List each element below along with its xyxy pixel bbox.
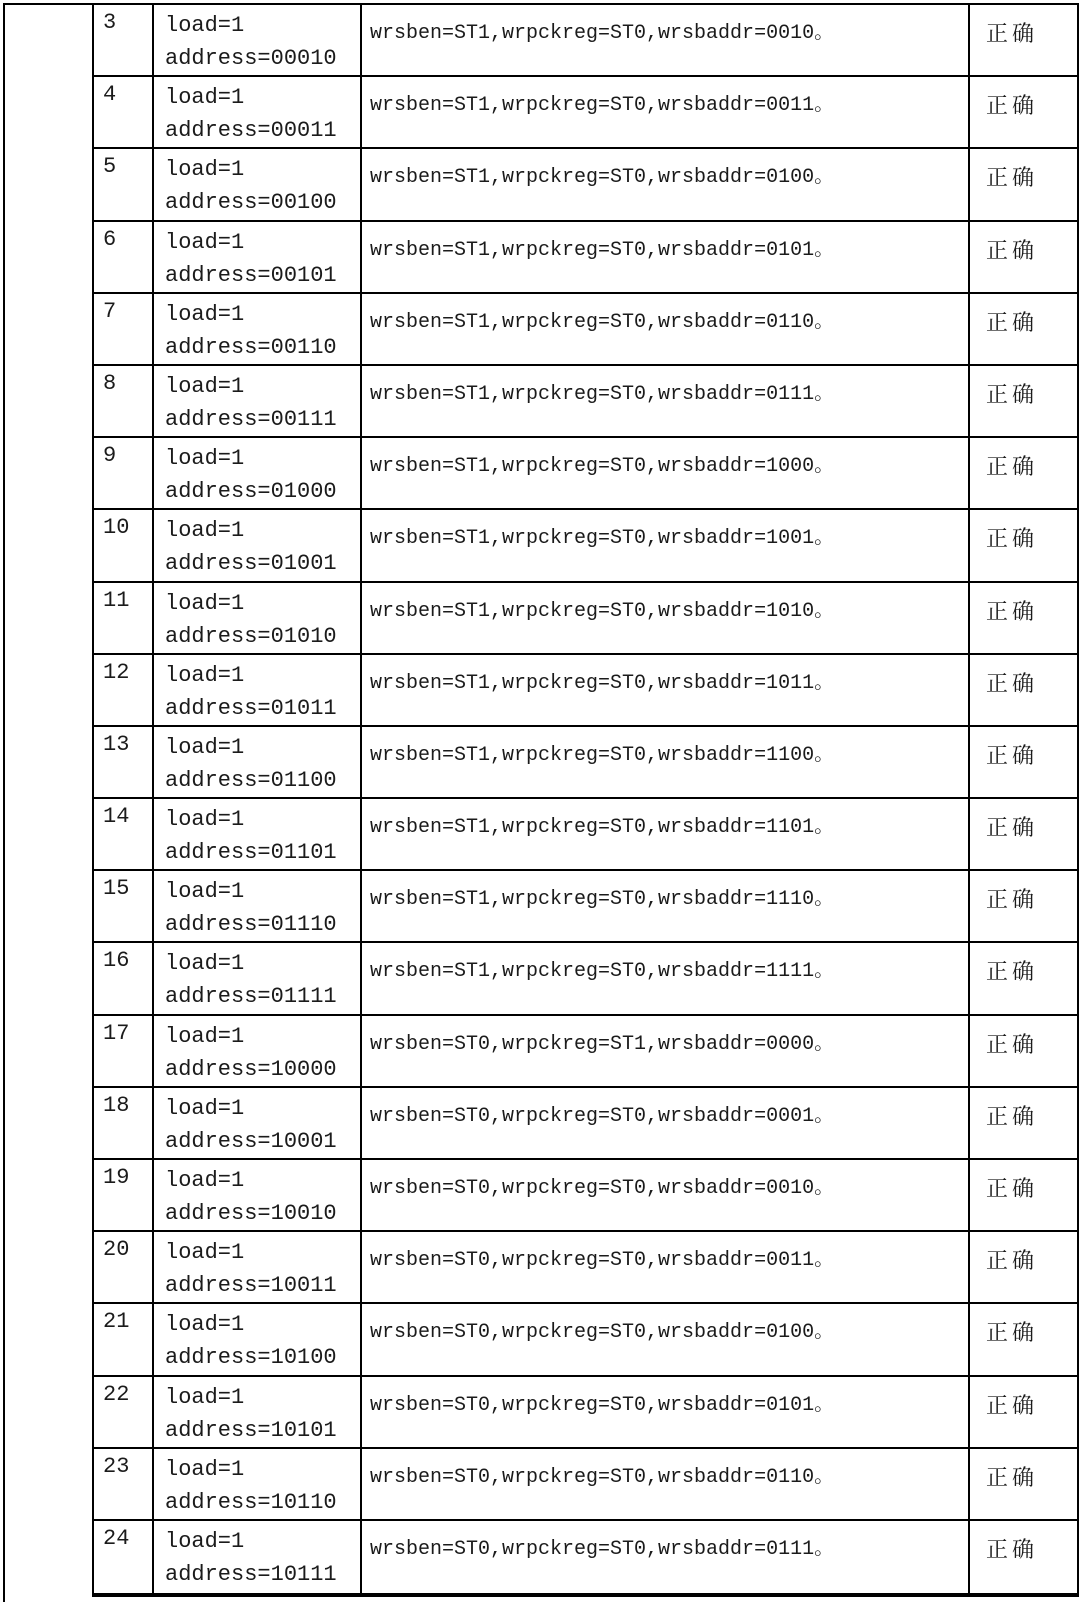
expected-output: wrsben=ST0,wrpckreg=ST0,wrsbaddr=0011。 <box>370 1249 835 1273</box>
result-cell <box>970 77 1077 147</box>
row-number-cell <box>94 727 154 797</box>
expected-output: wrsben=ST1,wrpckreg=ST0,wrsbaddr=1110。 <box>370 888 835 912</box>
stimulus-address: address=10001 <box>165 1128 337 1154</box>
table-row <box>94 438 1077 510</box>
result-cell <box>970 1160 1077 1230</box>
row-number-cell <box>94 510 154 580</box>
table-row <box>94 1377 1077 1449</box>
expected-output: wrsben=ST1,wrpckreg=ST0,wrsbaddr=1100。 <box>370 743 835 767</box>
row-number: 23 <box>103 1453 130 1479</box>
result-cell <box>970 799 1077 869</box>
stimulus-address: address=01101 <box>165 840 337 866</box>
test-results-table <box>92 3 1079 1597</box>
row-number-cell <box>94 149 154 219</box>
stimulus-load: load=1 <box>165 879 245 905</box>
row-number: 13 <box>103 731 130 757</box>
stimulus-load: load=1 <box>165 301 245 327</box>
expected-output-cell <box>362 1232 970 1302</box>
stimulus-cell <box>154 366 362 436</box>
stimulus-cell <box>154 1377 362 1447</box>
table-row <box>94 799 1077 871</box>
stimulus-load: load=1 <box>165 1528 245 1554</box>
table-row <box>94 1232 1077 1304</box>
result-text: 正确 <box>986 23 1039 48</box>
result-text: 正确 <box>986 1250 1039 1276</box>
expected-output: wrsben=ST1,wrpckreg=ST0,wrsbaddr=0110。 <box>370 310 835 334</box>
expected-output: wrsben=ST0,wrpckreg=ST0,wrsbaddr=0010。 <box>370 1177 835 1200</box>
result-cell <box>970 5 1077 75</box>
table-row <box>94 77 1077 149</box>
stimulus-address: address=00100 <box>165 190 337 216</box>
stimulus-load: load=1 <box>165 13 245 38</box>
stimulus-address: address=10101 <box>165 1417 337 1443</box>
stimulus-load: load=1 <box>165 446 245 472</box>
expected-output: wrsben=ST0,wrpckreg=ST0,wrsbaddr=0001。 <box>370 1104 835 1128</box>
row-number: 3 <box>103 10 117 35</box>
table-row <box>94 366 1077 438</box>
result-text: 正确 <box>986 528 1039 554</box>
row-number: 22 <box>103 1381 130 1407</box>
stimulus-cell <box>154 1016 362 1086</box>
row-number: 15 <box>103 876 130 902</box>
stimulus-cell <box>154 1449 362 1519</box>
row-number: 7 <box>103 298 117 324</box>
row-number-cell <box>94 1016 154 1086</box>
stimulus-address: address=00011 <box>165 118 337 144</box>
stimulus-load: load=1 <box>165 1312 245 1338</box>
row-number-cell <box>94 799 154 869</box>
stimulus-load: load=1 <box>165 734 245 760</box>
stimulus-load: load=1 <box>165 951 245 977</box>
result-cell <box>970 655 1077 725</box>
stimulus-address: address=00010 <box>165 46 337 71</box>
table-row <box>94 1016 1077 1088</box>
stimulus-load: load=1 <box>165 85 245 111</box>
expected-output-cell <box>362 871 970 941</box>
expected-output: wrsben=ST0,wrpckreg=ST0,wrsbaddr=0110。 <box>370 1465 835 1489</box>
result-cell <box>970 1088 1077 1158</box>
table-row <box>94 294 1077 366</box>
result-cell <box>970 871 1077 941</box>
stimulus-cell <box>154 149 362 219</box>
stimulus-address: address=01100 <box>165 767 337 793</box>
result-text: 正确 <box>986 817 1039 843</box>
stimulus-cell <box>154 583 362 653</box>
row-number-cell <box>94 222 154 292</box>
stimulus-cell <box>154 727 362 797</box>
result-text: 正确 <box>986 672 1039 698</box>
result-text: 正确 <box>986 744 1039 770</box>
table-row <box>94 149 1077 221</box>
result-text: 正确 <box>986 1394 1039 1420</box>
expected-output-cell <box>362 77 970 147</box>
expected-output: wrsben=ST1,wrpckreg=ST0,wrsbaddr=0011。 <box>370 94 835 118</box>
row-number: 17 <box>103 1020 130 1046</box>
expected-output-cell <box>362 1304 970 1374</box>
row-number-cell <box>94 1304 154 1374</box>
stimulus-address: address=00101 <box>165 262 337 288</box>
expected-output: wrsben=ST1,wrpckreg=ST0,wrsbaddr=1111。 <box>370 960 835 984</box>
row-number-cell <box>94 366 154 436</box>
expected-output-cell <box>362 222 970 292</box>
expected-output-cell <box>362 438 970 508</box>
row-number: 21 <box>103 1309 130 1335</box>
result-text: 正确 <box>986 456 1039 482</box>
expected-output-cell <box>362 366 970 436</box>
stimulus-cell <box>154 294 362 364</box>
stimulus-address: address=10011 <box>165 1273 337 1299</box>
stimulus-load: load=1 <box>165 1095 245 1121</box>
table-row <box>94 727 1077 799</box>
expected-output: wrsben=ST1,wrpckreg=ST0,wrsbaddr=1010。 <box>370 599 835 623</box>
result-cell <box>970 510 1077 580</box>
row-number-cell <box>94 655 154 725</box>
stimulus-address: address=10000 <box>165 1056 337 1082</box>
stimulus-cell <box>154 5 362 75</box>
table-row <box>94 655 1077 727</box>
table-row <box>94 5 1077 77</box>
stimulus-address: address=10100 <box>165 1345 337 1371</box>
result-cell <box>970 1521 1077 1593</box>
row-number: 9 <box>103 443 117 469</box>
expected-output-cell <box>362 799 970 869</box>
stimulus-address: address=01000 <box>165 479 337 505</box>
expected-output-cell <box>362 655 970 725</box>
stimulus-load: load=1 <box>165 157 245 183</box>
result-text: 正确 <box>986 1322 1039 1348</box>
row-number-cell <box>94 1232 154 1302</box>
result-text: 正确 <box>986 1466 1039 1492</box>
stimulus-load: load=1 <box>165 662 245 688</box>
stimulus-load: load=1 <box>165 1384 245 1410</box>
stimulus-address: address=00111 <box>165 406 337 432</box>
stimulus-address: address=10010 <box>165 1201 337 1226</box>
table-row <box>94 1449 1077 1521</box>
expected-output: wrsben=ST1,wrpckreg=ST0,wrsbaddr=1101。 <box>370 816 835 840</box>
expected-output-cell <box>362 1160 970 1230</box>
stimulus-load: load=1 <box>165 1023 245 1049</box>
expected-output: wrsben=ST1,wrpckreg=ST0,wrsbaddr=0101。 <box>370 238 835 262</box>
stimulus-load: load=1 <box>165 1456 245 1482</box>
table-row <box>94 871 1077 943</box>
result-cell <box>970 149 1077 219</box>
result-text: 正确 <box>986 1033 1039 1059</box>
row-number: 8 <box>103 370 117 396</box>
expected-output-cell <box>362 294 970 364</box>
stimulus-cell <box>154 438 362 508</box>
expected-output-cell <box>362 149 970 219</box>
stimulus-load: load=1 <box>165 1168 245 1193</box>
result-cell <box>970 294 1077 364</box>
stimulus-cell <box>154 799 362 869</box>
table-row <box>94 1160 1077 1232</box>
row-number: 6 <box>103 226 117 252</box>
expected-output: wrsben=ST0,wrpckreg=ST0,wrsbaddr=0101。 <box>370 1393 835 1417</box>
expected-output-cell <box>362 1088 970 1158</box>
result-text: 正确 <box>986 167 1039 193</box>
stimulus-address: address=01110 <box>165 912 337 938</box>
row-number-cell <box>94 1449 154 1519</box>
stimulus-address: address=01111 <box>165 984 337 1010</box>
result-text: 正确 <box>986 1178 1039 1203</box>
stimulus-cell <box>154 222 362 292</box>
result-cell <box>970 222 1077 292</box>
row-number-cell <box>94 583 154 653</box>
expected-output-cell <box>362 943 970 1013</box>
result-text: 正确 <box>986 1538 1039 1564</box>
row-number: 16 <box>103 948 130 974</box>
expected-output-cell <box>362 583 970 653</box>
result-cell <box>970 943 1077 1013</box>
expected-output: wrsben=ST1,wrpckreg=ST0,wrsbaddr=0100。 <box>370 166 835 190</box>
row-number-cell <box>94 438 154 508</box>
expected-output: wrsben=ST0,wrpckreg=ST0,wrsbaddr=0111。 <box>370 1537 835 1561</box>
stimulus-load: load=1 <box>165 590 245 616</box>
row-number-cell <box>94 1160 154 1230</box>
expected-output: wrsben=ST1,wrpckreg=ST0,wrsbaddr=1011。 <box>370 671 835 695</box>
stimulus-load: load=1 <box>165 229 245 255</box>
expected-output-cell <box>362 1521 970 1593</box>
result-cell <box>970 1232 1077 1302</box>
result-text: 正确 <box>986 1105 1039 1131</box>
expected-output: wrsben=ST1,wrpckreg=ST0,wrsbaddr=0111。 <box>370 382 835 406</box>
table-row <box>94 583 1077 655</box>
expected-output: wrsben=ST0,wrpckreg=ST0,wrsbaddr=0100。 <box>370 1321 835 1345</box>
row-number: 4 <box>103 82 117 108</box>
expected-output-cell <box>362 1377 970 1447</box>
row-number-cell <box>94 294 154 364</box>
stimulus-address: address=00110 <box>165 334 337 360</box>
stimulus-load: load=1 <box>165 1240 245 1266</box>
row-number: 19 <box>103 1165 130 1190</box>
expected-output-cell <box>362 5 970 75</box>
row-number: 12 <box>103 659 130 685</box>
stimulus-address: address=01001 <box>165 551 337 577</box>
stimulus-cell <box>154 943 362 1013</box>
table-row <box>94 222 1077 294</box>
table-row <box>94 943 1077 1015</box>
result-text: 正确 <box>986 889 1039 915</box>
stimulus-cell <box>154 1160 362 1230</box>
expected-output-cell <box>362 727 970 797</box>
table-row <box>94 1088 1077 1160</box>
result-text: 正确 <box>986 383 1039 409</box>
row-number-cell <box>94 77 154 147</box>
expected-output: wrsben=ST0,wrpckreg=ST1,wrsbaddr=0000。 <box>370 1032 835 1056</box>
result-text: 正确 <box>986 311 1039 337</box>
stimulus-address: address=10110 <box>165 1489 337 1515</box>
result-text: 正确 <box>986 95 1039 121</box>
stimulus-load: load=1 <box>165 807 245 833</box>
expected-output-cell <box>362 1016 970 1086</box>
stimulus-cell <box>154 655 362 725</box>
result-cell <box>970 727 1077 797</box>
result-cell <box>970 1449 1077 1519</box>
row-number-cell <box>94 943 154 1013</box>
row-number: 18 <box>103 1092 130 1118</box>
stimulus-cell <box>154 77 362 147</box>
result-cell <box>970 1304 1077 1374</box>
stimulus-cell <box>154 510 362 580</box>
result-cell <box>970 1016 1077 1086</box>
row-number: 20 <box>103 1237 130 1263</box>
result-text: 正确 <box>986 961 1039 987</box>
row-number-cell <box>94 1377 154 1447</box>
result-cell <box>970 583 1077 653</box>
row-number: 5 <box>103 154 117 180</box>
stimulus-load: load=1 <box>165 518 245 544</box>
expected-output-cell <box>362 1449 970 1519</box>
row-number-cell <box>94 871 154 941</box>
stimulus-address: address=01010 <box>165 623 337 649</box>
stimulus-load: load=1 <box>165 373 245 399</box>
result-text: 正确 <box>986 600 1039 626</box>
stimulus-cell <box>154 1521 362 1593</box>
row-number-cell <box>94 5 154 75</box>
row-number: 10 <box>103 515 130 541</box>
row-number: 14 <box>103 804 130 830</box>
stimulus-cell <box>154 1088 362 1158</box>
stimulus-address: address=10111 <box>165 1561 337 1587</box>
expected-output-cell <box>362 510 970 580</box>
table-row <box>94 1304 1077 1376</box>
result-cell <box>970 438 1077 508</box>
row-number-cell <box>94 1088 154 1158</box>
result-cell <box>970 366 1077 436</box>
merged-empty-cell <box>3 3 92 1602</box>
result-cell <box>970 1377 1077 1447</box>
stimulus-cell <box>154 871 362 941</box>
table-row <box>94 510 1077 582</box>
table-row <box>94 1521 1077 1593</box>
row-number: 11 <box>103 587 130 613</box>
stimulus-cell <box>154 1232 362 1302</box>
expected-output: wrsben=ST1,wrpckreg=ST0,wrsbaddr=1001。 <box>370 527 835 551</box>
row-number-cell <box>94 1521 154 1593</box>
stimulus-address: address=01011 <box>165 695 337 721</box>
result-text: 正确 <box>986 239 1039 265</box>
stimulus-cell <box>154 1304 362 1374</box>
row-number: 24 <box>103 1525 130 1551</box>
expected-output: wrsben=ST1,wrpckreg=ST0,wrsbaddr=1000。 <box>370 455 835 479</box>
expected-output: wrsben=ST1,wrpckreg=ST0,wrsbaddr=0010。 <box>370 22 835 45</box>
